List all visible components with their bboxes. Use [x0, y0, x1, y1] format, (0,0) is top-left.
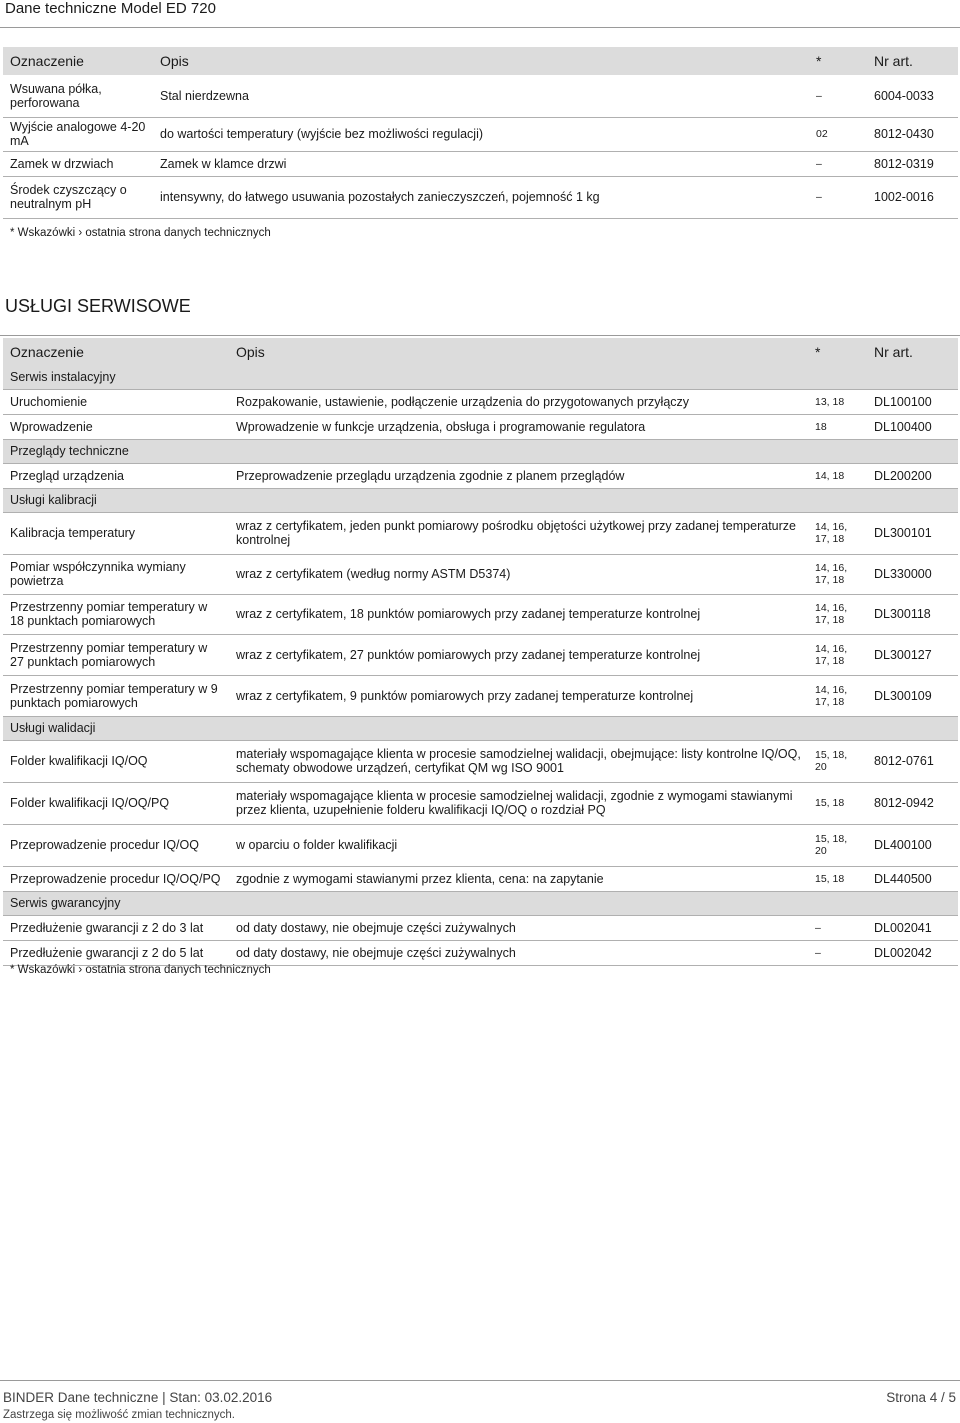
category-label: Serwis instalacyjny [3, 365, 958, 389]
row-notes: 14, 16, 17, 18 [808, 594, 867, 634]
table-row [3, 554, 958, 594]
row-article-number: DL002041 [867, 915, 958, 940]
footer-document-info: BINDER Dane techniczne | Stan: 03.02.2016 [3, 1390, 273, 1405]
row-article-number: DL400100 [867, 824, 958, 866]
row-article-number: 8012-0430 [867, 117, 958, 151]
section-title: USŁUGI SERWISOWE [5, 296, 191, 316]
row-article-number: DL100100 [867, 389, 958, 414]
row-notes: – [809, 75, 867, 117]
header-article-number: Nr art. [874, 53, 913, 69]
row-designation: Przeprowadzenie procedur IQ/OQ/PQ [3, 866, 229, 891]
row-description: od daty dostawy, nie obejmuje części zużywalnych [229, 940, 808, 965]
category-row [3, 439, 958, 463]
row-designation: Środek czyszczący o neutralnym pH [3, 176, 153, 218]
row-article-number: DL300118 [867, 594, 958, 634]
table-row [3, 389, 958, 414]
row-designation: Wprowadzenie [3, 414, 229, 439]
row-article-number: DL200200 [867, 463, 958, 488]
row-notes: 15, 18 [808, 866, 867, 891]
category-label: Usługi walidacji [3, 716, 958, 740]
row-article-number: DL330000 [867, 554, 958, 594]
category-row [3, 716, 958, 740]
row-article-number: DL002042 [867, 940, 958, 965]
category-row [3, 891, 958, 915]
table-row [3, 463, 958, 488]
row-notes: 15, 18, 20 [808, 740, 867, 782]
row-designation: Wsuwana półka, perforowana [3, 75, 153, 117]
row-notes: 02 [809, 117, 867, 151]
row-description: wraz z certyfikatem (według normy ASTM D5374) [229, 554, 808, 594]
category-label: Serwis gwarancyjny [3, 891, 958, 915]
row-description: do wartości temperatury (wyjście bez możliwości regulacji) [153, 117, 809, 151]
header-notes: * [815, 343, 821, 360]
row-notes: 15, 18, 20 [808, 824, 867, 866]
row-article-number: 8012-0319 [867, 151, 958, 176]
footer-disclaimer: Zastrzega się możliwość zmian technicznych. [3, 1409, 235, 1421]
title-rule [0, 27, 960, 28]
row-notes: 14, 16, 17, 18 [808, 675, 867, 716]
row-designation: Wyjście analogowe 4-20 mA [3, 117, 153, 151]
row-description: Rozpakowanie, ustawienie, podłączenie urządzenia do przygotowanych przyłączy [229, 389, 808, 414]
row-notes: – [808, 915, 867, 940]
category-label: Przeglądy techniczne [3, 439, 958, 463]
row-description: materiały wspomagające klienta w procesie samodzielnej walidacji, obejmujące: listy kontrolne IQ/OQ, schematy obwodowe urządzeń, certyfikat QM wg ISO 9001 [229, 740, 808, 782]
row-description: od daty dostawy, nie obejmuje części zużywalnych [229, 915, 808, 940]
row-article-number: 6004-0033 [867, 75, 958, 117]
row-notes: 13, 18 [808, 389, 867, 414]
row-notes: – [809, 151, 867, 176]
section-rule [0, 335, 960, 336]
table-row [3, 414, 958, 439]
row-notes: 14, 16, 17, 18 [808, 512, 867, 554]
category-row [3, 488, 958, 512]
table-row [3, 740, 958, 782]
row-article-number: DL100400 [867, 414, 958, 439]
row-notes: 15, 18 [808, 782, 867, 824]
row-notes: – [809, 176, 867, 218]
table-row [3, 75, 958, 117]
row-designation: Folder kwalifikacji IQ/OQ/PQ [3, 782, 229, 824]
row-description: Przeprowadzenie przeglądu urządzenia zgodnie z planem przeglądów [229, 463, 808, 488]
row-article-number: DL300109 [867, 675, 958, 716]
row-designation: Przedłużenie gwarancji z 2 do 3 lat [3, 915, 229, 940]
services-table-header [3, 338, 958, 365]
footer-page-number: Strona 4 / 5 [886, 1390, 956, 1405]
row-description: wraz z certyfikatem, jeden punkt pomiarowy pośrodku objętości użytkowej przy zadanej temperaturze kontrolnej [229, 512, 808, 554]
row-designation: Folder kwalifikacji IQ/OQ [3, 740, 229, 782]
header-designation: Oznaczenie [10, 343, 84, 360]
row-designation: Przedłużenie gwarancji z 2 do 5 lat [3, 940, 229, 965]
notes-reference-bottom: * Wskazówki › ostatnia strona danych technicznych [10, 964, 271, 976]
table-row [3, 866, 958, 891]
row-description: w oparciu o folder kwalifikacji [229, 824, 808, 866]
header-notes: * [816, 53, 822, 69]
services-table [3, 338, 958, 966]
row-designation: Przegląd urządzenia [3, 463, 229, 488]
row-article-number: DL300101 [867, 512, 958, 554]
table-row [3, 915, 958, 940]
table-row [3, 117, 958, 151]
row-description: materiały wspomagające klienta w procesie samodzielnej walidacji, zgodnie z wymogami stawianymi przez klienta, uzupełnienie folderu kwalifikacji IQ/OQ o rozdział PQ [229, 782, 808, 824]
row-designation: Przestrzenny pomiar temperatury w 9 punktach pomiarowych [3, 675, 229, 716]
row-article-number: DL300127 [867, 634, 958, 675]
accessories-table-header [3, 47, 958, 75]
row-designation: Kalibracja temperatury [3, 512, 229, 554]
row-designation: Przestrzenny pomiar temperatury w 27 punktach pomiarowych [3, 634, 229, 675]
header-description: Opis [160, 53, 189, 69]
row-designation: Przeprowadzenie procedur IQ/OQ [3, 824, 229, 866]
row-description: Wprowadzenie w funkcje urządzenia, obsługa i programowanie regulatora [229, 414, 808, 439]
row-description: Zamek w klamce drzwi [153, 151, 809, 176]
row-notes: 18 [808, 414, 867, 439]
footer-rule [0, 1380, 960, 1381]
row-description: wraz z certyfikatem, 9 punktów pomiarowych przy zadanej temperaturze kontrolnej [229, 675, 808, 716]
category-label: Usługi kalibracji [3, 488, 958, 512]
row-description: wraz z certyfikatem, 18 punktów pomiarowych przy zadanej temperaturze kontrolnej [229, 594, 808, 634]
row-notes: 14, 16, 17, 18 [808, 634, 867, 675]
row-description: wraz z certyfikatem, 27 punktów pomiarowych przy zadanej temperaturze kontrolnej [229, 634, 808, 675]
row-article-number: DL440500 [867, 866, 958, 891]
row-description: zgodnie z wymogami stawianymi przez klienta, cena: na zapytanie [229, 866, 808, 891]
table-row [3, 782, 958, 824]
header-description: Opis [236, 343, 265, 360]
notes-reference: * Wskazówki › ostatnia strona danych technicznych [10, 227, 271, 239]
category-row [3, 365, 958, 389]
table-row [3, 940, 958, 965]
row-notes: 14, 16, 17, 18 [808, 554, 867, 594]
row-designation: Pomiar współczynnika wymiany powietrza [3, 554, 229, 594]
table-row [3, 512, 958, 554]
table-row [3, 176, 958, 218]
table-row [3, 675, 958, 716]
table-row [3, 634, 958, 675]
accessories-table [3, 47, 958, 219]
table-row [3, 594, 958, 634]
row-notes: – [808, 940, 867, 965]
row-article-number: 8012-0761 [867, 740, 958, 782]
header-article-number: Nr art. [874, 343, 913, 360]
table-row [3, 151, 958, 176]
row-designation: Przestrzenny pomiar temperatury w 18 punktach pomiarowych [3, 594, 229, 634]
row-article-number: 8012-0942 [867, 782, 958, 824]
header-designation: Oznaczenie [10, 53, 84, 69]
row-article-number: 1002-0016 [867, 176, 958, 218]
row-description: Stal nierdzewna [153, 75, 809, 117]
row-designation: Uruchomienie [3, 389, 229, 414]
page-title: Dane techniczne Model ED 720 [5, 0, 216, 17]
row-notes: 14, 18 [808, 463, 867, 488]
row-designation: Zamek w drzwiach [3, 151, 153, 176]
table-row [3, 824, 958, 866]
row-description: intensywny, do łatwego usuwania pozostałych zanieczyszczeń, pojemność 1 kg [153, 176, 809, 218]
